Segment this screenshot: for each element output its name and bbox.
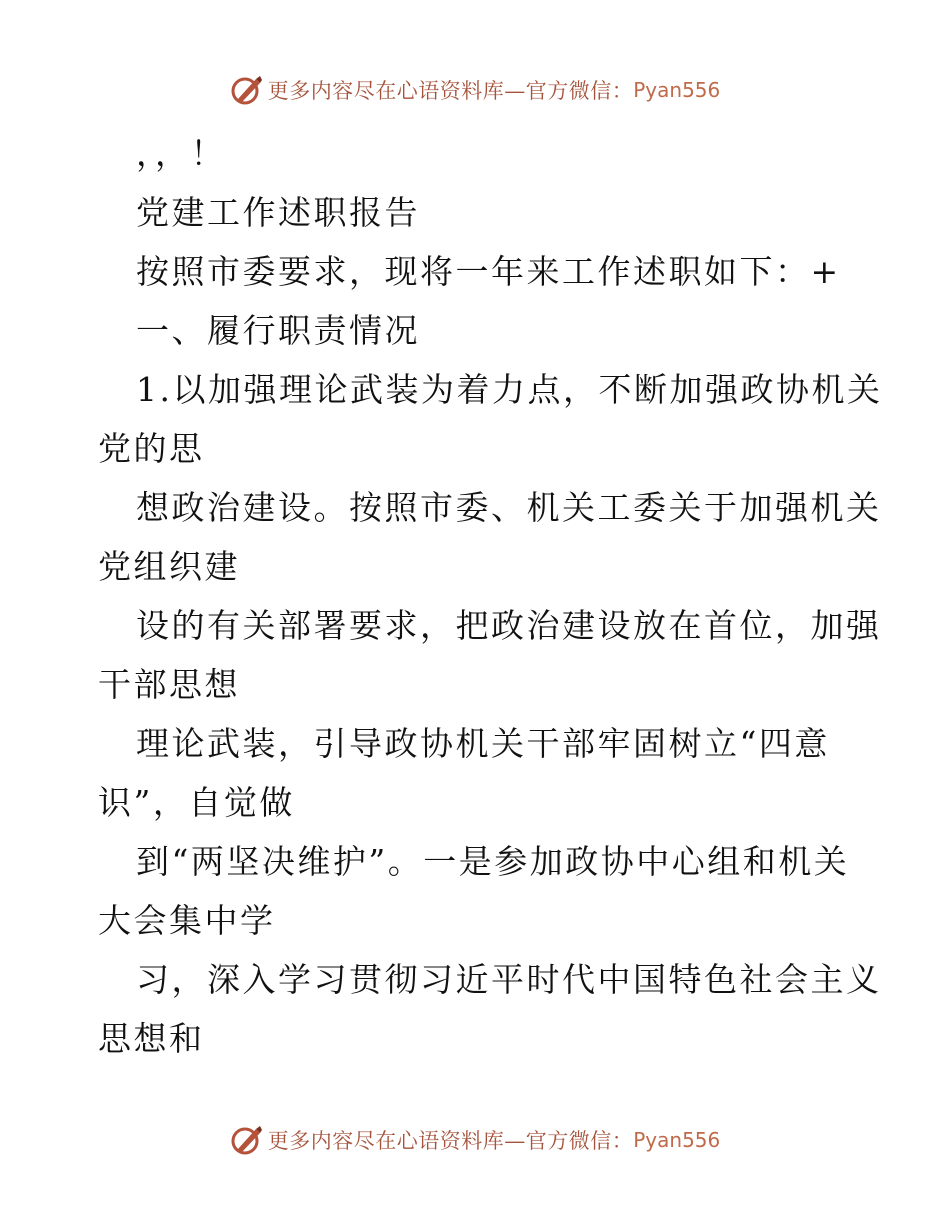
text-line: 1.以加强理论武装为着力点，不断加强政协机关 bbox=[136, 370, 883, 409]
text-line: 理论武装，引导政协机关干部牢固树立“四意 bbox=[136, 724, 830, 763]
footer-watermark bbox=[0, 1120, 950, 1160]
text-line: 大会集中学 bbox=[98, 901, 276, 940]
text-line: 习，深入学习贯彻习近平时代中国特色社会主义 bbox=[136, 960, 882, 999]
text-line: ，，！ bbox=[136, 134, 226, 173]
text-line: 识”，自觉做 bbox=[98, 783, 295, 822]
footer-text: 更多内容尽在心语资料库—官方微信： bbox=[267, 1129, 634, 1153]
header-watermark bbox=[0, 70, 950, 110]
text-line: 党的思 bbox=[98, 429, 205, 468]
text-line: 到“两坚决维护”。一是参加政协中心组和机关 bbox=[136, 842, 850, 881]
text-line: 党组织建 bbox=[98, 547, 240, 586]
text-line: 想政治建设。按照市委、机关工委关于加强机关 bbox=[136, 488, 882, 527]
document-title: 党建工作述职报告 bbox=[136, 193, 420, 232]
pen-logo-icon bbox=[230, 73, 264, 107]
text-line: 按照市委要求，现将一年来工作述职如下：+ bbox=[136, 252, 841, 291]
section-heading: 一、履行职责情况 bbox=[136, 311, 420, 350]
footer-wechat-id: Pyan556 bbox=[633, 1128, 721, 1152]
header-text: 更多内容尽在心语资料库—官方微信： bbox=[267, 79, 634, 103]
document-body bbox=[98, 124, 883, 1068]
header-wechat-id: Pyan556 bbox=[633, 78, 721, 102]
pen-logo-icon bbox=[230, 1123, 264, 1157]
text-line: 干部思想 bbox=[98, 665, 240, 704]
text-line: 设的有关部署要求，把政治建设放在首位，加强 bbox=[136, 606, 882, 645]
text-line: 思想和 bbox=[98, 1019, 205, 1058]
